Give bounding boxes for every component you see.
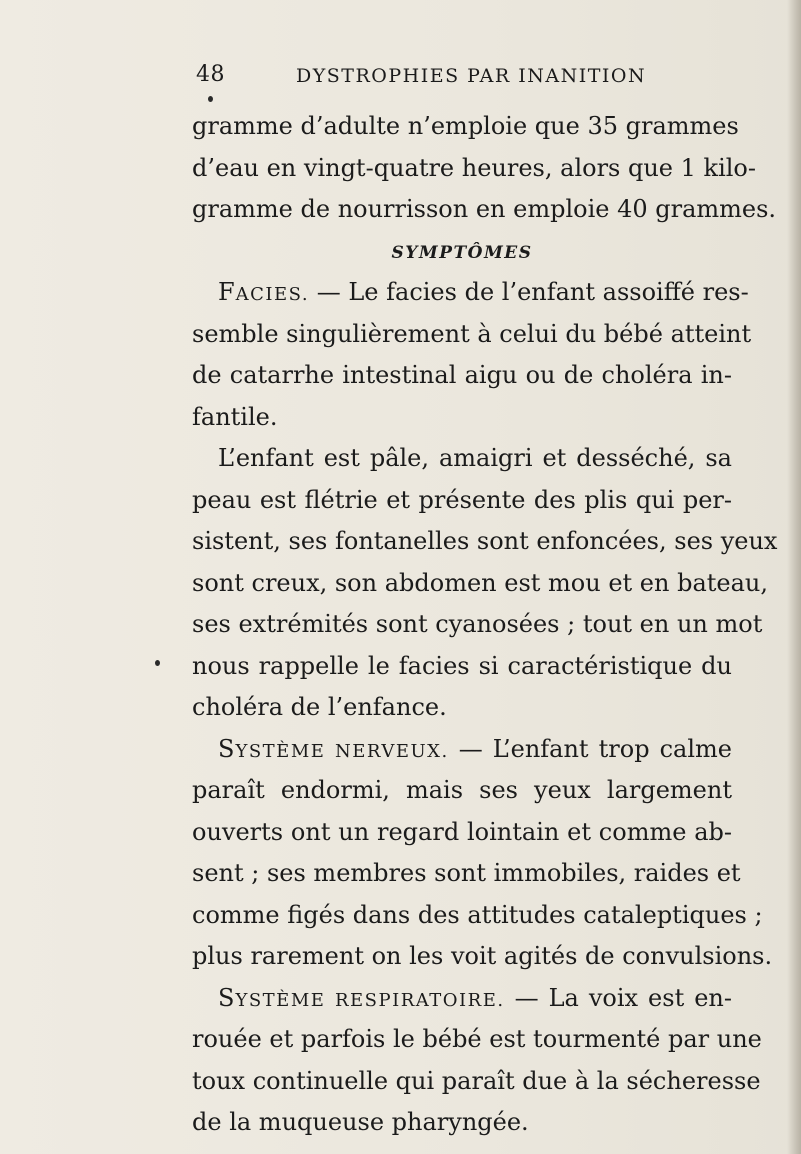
text-line: toux continuelle qui paraît due à la sécheresse <box>192 1066 761 1095</box>
text-line: comme figés dans des attitudes cataleptiques ; <box>192 900 763 929</box>
text-line: — L’enfant trop calme <box>448 734 732 763</box>
paragraph-facies-first-line <box>192 272 749 314</box>
text-line: paraît endormi, mais ses yeux largement <box>192 776 732 804</box>
section-heading: SYMPTÔMES <box>391 242 533 263</box>
run-in-heading-initial: S <box>218 983 236 1012</box>
text-line: plus rarement on les voit agités de convulsions. <box>192 942 773 970</box>
text-line: nous rappelle le facies si caractéristique du <box>192 651 732 680</box>
text-line: rouée et parfois le bébé est tourmenté par une <box>192 1025 762 1053</box>
text-line: sont creux, son abdomen est mou et en bateau, <box>192 568 769 597</box>
run-in-heading-rest: ACIES. <box>235 284 310 305</box>
text-line: — Le facies de l’enfant assoiffé res- <box>309 278 749 306</box>
text-line: ouverts ont un regard lointain et comme ab- <box>192 817 732 846</box>
page-number: 48 <box>196 62 225 87</box>
text-line: de la muqueuse pharyngée. <box>192 1108 529 1136</box>
page-edge-shadow <box>787 0 801 1154</box>
running-head: DYSTROPHIES PAR INANITION <box>296 65 647 87</box>
text-line: de catarrhe intestinal aigu ou de choléra in- <box>192 361 732 389</box>
text-line: L’enfant est pâle, amaigri et desséché, sa <box>218 444 732 472</box>
ink-speck <box>208 96 213 102</box>
run-in-heading-initial: S <box>218 734 236 763</box>
page-header <box>196 62 756 92</box>
ink-speck <box>155 660 160 666</box>
paragraph-systeme-respiratoire-first-line <box>192 978 732 1020</box>
text-line: semble singulièrement à celui du bébé atteint <box>192 319 752 348</box>
run-in-heading-rest: YSTÈME RESPIRATOIRE. <box>235 989 505 1011</box>
text-line: sistent, ses fontanelles sont enfoncées, ses yeux <box>192 527 778 555</box>
text-line: gramme de nourrisson en emploie 40 grammes. <box>192 195 777 223</box>
text-line: d’eau en vingt-quatre heures, alors que 1 kilo- <box>192 153 756 182</box>
text-line: sent ; ses membres sont immobiles, raides et <box>192 859 741 887</box>
text-line: ses extrémités sont cyanosées ; tout en un mot <box>192 610 763 638</box>
paragraph-systeme-nerveux-first-line <box>192 729 732 771</box>
run-in-heading-initial: F <box>218 278 236 306</box>
page-body <box>192 106 778 1144</box>
text-line: — La voix est en- <box>504 983 732 1012</box>
text-line: gramme d’adulte n’emploie que 35 grammes <box>192 112 739 140</box>
text-line: peau est flétrie et présente des plis qui per- <box>192 485 732 514</box>
text-line: choléra de l’enfance. <box>192 693 447 721</box>
text-line: fantile. <box>192 402 278 431</box>
run-in-heading-rest: YSTÈME NERVEUX. <box>235 740 449 762</box>
